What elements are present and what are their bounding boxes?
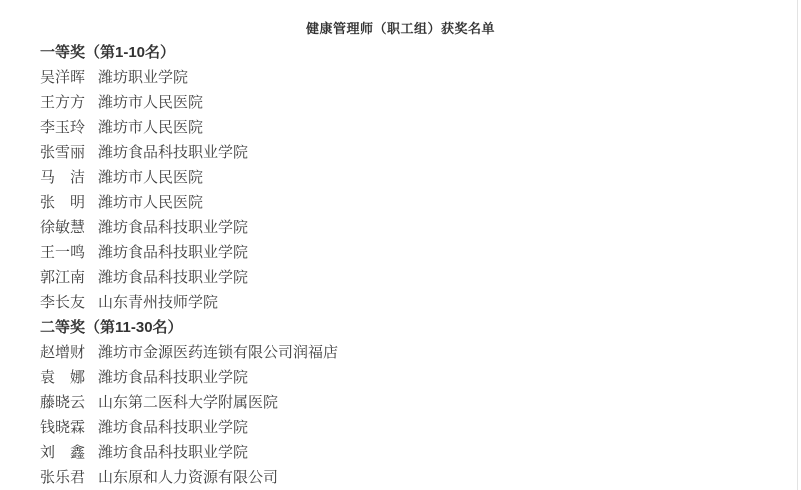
winner-organization: 潍坊食品科技职业学院 bbox=[98, 369, 249, 386]
award-list bbox=[40, 40, 760, 490]
award-row bbox=[40, 415, 760, 440]
winner-name: 张乐君 bbox=[40, 469, 86, 486]
award-row bbox=[40, 190, 760, 215]
winner-name: 李长友 bbox=[40, 294, 86, 311]
award-row bbox=[40, 165, 760, 190]
award-row bbox=[40, 465, 760, 490]
winner-name: 徐敏慧 bbox=[40, 219, 86, 236]
winner-name: 吴洋晖 bbox=[40, 69, 86, 86]
winner-organization: 山东第二医科大学附属医院 bbox=[98, 394, 279, 411]
section-header-second-prize: 二等奖（第11-30名） bbox=[40, 319, 183, 336]
winner-name: 郭江南 bbox=[40, 269, 86, 286]
award-row bbox=[40, 265, 760, 290]
winner-name: 王方方 bbox=[40, 94, 86, 111]
winner-organization: 山东青州技师学院 bbox=[98, 294, 219, 311]
page-right-border bbox=[797, 0, 798, 490]
winner-name: 张 明 bbox=[40, 194, 86, 211]
winner-organization: 潍坊市人民医院 bbox=[98, 169, 204, 186]
winner-name: 马 洁 bbox=[40, 169, 86, 186]
winner-organization: 潍坊食品科技职业学院 bbox=[98, 144, 249, 161]
winner-name: 李玉玲 bbox=[40, 119, 86, 136]
award-row bbox=[40, 65, 760, 90]
winner-organization: 潍坊市金源医药连锁有限公司润福店 bbox=[98, 344, 339, 361]
page-title: 健康管理师（职工组）获奖名单 bbox=[305, 21, 495, 36]
winner-organization: 潍坊食品科技职业学院 bbox=[98, 219, 249, 236]
winner-name: 赵增财 bbox=[40, 344, 86, 361]
winner-organization: 潍坊食品科技职业学院 bbox=[98, 444, 249, 461]
winner-organization: 潍坊职业学院 bbox=[98, 69, 189, 86]
winner-name: 王一鸣 bbox=[40, 244, 86, 261]
award-row bbox=[40, 365, 760, 390]
award-row bbox=[40, 215, 760, 240]
award-row bbox=[40, 240, 760, 265]
winner-organization: 潍坊市人民医院 bbox=[98, 194, 204, 211]
winner-organization: 潍坊市人民医院 bbox=[98, 94, 204, 111]
winner-organization: 潍坊食品科技职业学院 bbox=[98, 419, 249, 436]
section-header-first-prize: 一等奖（第1-10名） bbox=[40, 44, 176, 61]
award-row bbox=[40, 115, 760, 140]
winner-organization: 潍坊食品科技职业学院 bbox=[98, 244, 249, 261]
winner-name: 钱晓霖 bbox=[40, 419, 86, 436]
award-row bbox=[40, 390, 760, 415]
winner-organization: 潍坊食品科技职业学院 bbox=[98, 269, 249, 286]
award-row bbox=[40, 290, 760, 315]
winner-name: 藤晓云 bbox=[40, 394, 86, 411]
award-row bbox=[40, 140, 760, 165]
winner-name: 刘 鑫 bbox=[40, 444, 86, 461]
award-row bbox=[40, 440, 760, 465]
winner-organization: 潍坊市人民医院 bbox=[98, 119, 204, 136]
winner-name: 袁 娜 bbox=[40, 369, 86, 386]
winner-organization: 山东原和人力资源有限公司 bbox=[98, 469, 279, 486]
award-row bbox=[40, 340, 760, 365]
award-row bbox=[40, 90, 760, 115]
winner-name: 张雪丽 bbox=[40, 144, 86, 161]
